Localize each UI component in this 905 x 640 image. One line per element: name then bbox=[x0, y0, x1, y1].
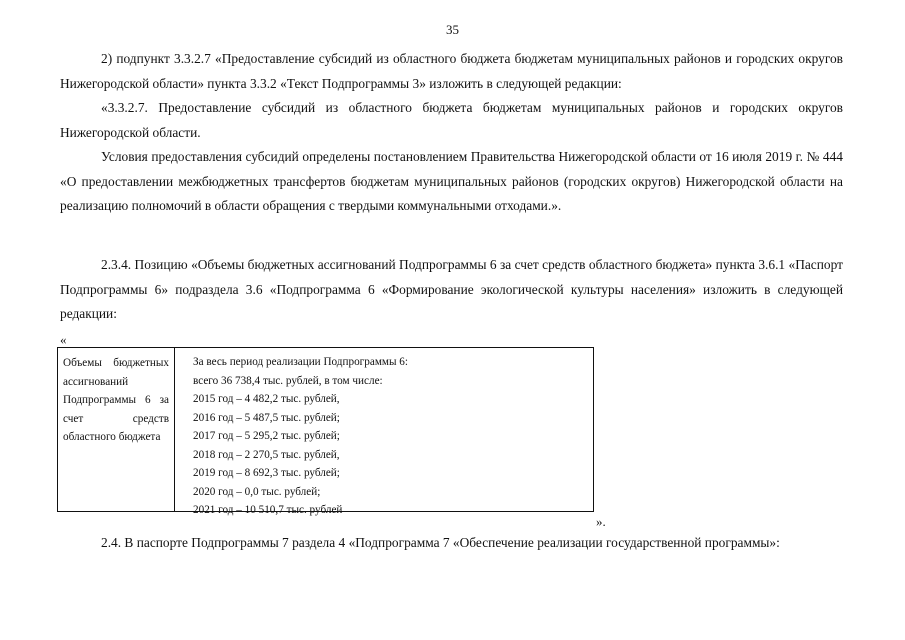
opening-quote-mark: « bbox=[60, 332, 67, 347]
paragraph-clause-2-4: 2.4. В паспорте Подпрограммы 7 раздела 4 «Подпрограмма 7 «Обеспечение реализации государственной программы»: bbox=[101, 535, 780, 550]
funding-line: всего 36 738,4 тыс. рублей, в том числе: bbox=[193, 374, 383, 387]
closing-quote-mark: ». bbox=[596, 514, 606, 529]
paragraph-subsidy-conditions: Условия предоставления субсидий определены постановлением Правительства Нижегородской области от 16 июля 2019 г. № 444 «О предоставлении межбюджетных трансфертов бюджетам муниципальных районов (городских округов) Нижегородской области на реализацию полномочий в области обращения с твердыми коммунальными отходами.». bbox=[60, 149, 843, 213]
funding-line: 2016 год – 5 487,5 тыс. рублей; bbox=[193, 411, 340, 424]
page-number: 35 bbox=[446, 22, 459, 37]
paragraph-subclause-2: 2) подпункт 3.3.2.7 «Предоставление субсидий из областного бюджета бюджетам муниципальных районов и городских округов Нижегородской области» пункта 3.3.2 «Текст Подпрограммы 3» изложить в следующей редакции: bbox=[60, 51, 843, 91]
funding-line: 2018 год – 2 270,5 тыс. рублей, bbox=[193, 448, 340, 461]
passport-table bbox=[57, 347, 594, 516]
funding-line: За весь период реализации Подпрограммы 6: bbox=[193, 356, 408, 368]
passport-table-label-cell: Объемы бюджетных ассигнований Подпрограммы 6 за счет средств областного бюджета bbox=[58, 348, 175, 511]
funding-line: 2021 год – 10 510,7 тыс. рублей bbox=[193, 504, 343, 516]
paragraph-clause-2-3-4: 2.3.4. Позицию «Объемы бюджетных ассигнований Подпрограммы 6 за счет средств областного бюджета» пункта 3.6.1 «Паспорт Подпрограммы 6» подраздела 3.6 «Подпрограмма 6 «Формирование экологической культуры населения» изложить в следующей редакции: bbox=[60, 257, 843, 321]
funding-line: 2015 год – 4 482,2 тыс. рублей, bbox=[193, 393, 340, 405]
funding-line: 2019 год – 8 692,3 тыс. рублей; bbox=[193, 467, 340, 479]
passport-table-value-cell bbox=[175, 348, 593, 516]
funding-line: 2020 год – 0,0 тыс. рублей; bbox=[193, 485, 321, 498]
paragraph-clause-3-3-2-7: «3.3.2.7. Предоставление субсидий из областного бюджета бюджетам муниципальных районов и городских округов Нижегородской области. bbox=[60, 100, 843, 140]
funding-line: 2017 год – 5 295,2 тыс. рублей; bbox=[193, 430, 340, 442]
